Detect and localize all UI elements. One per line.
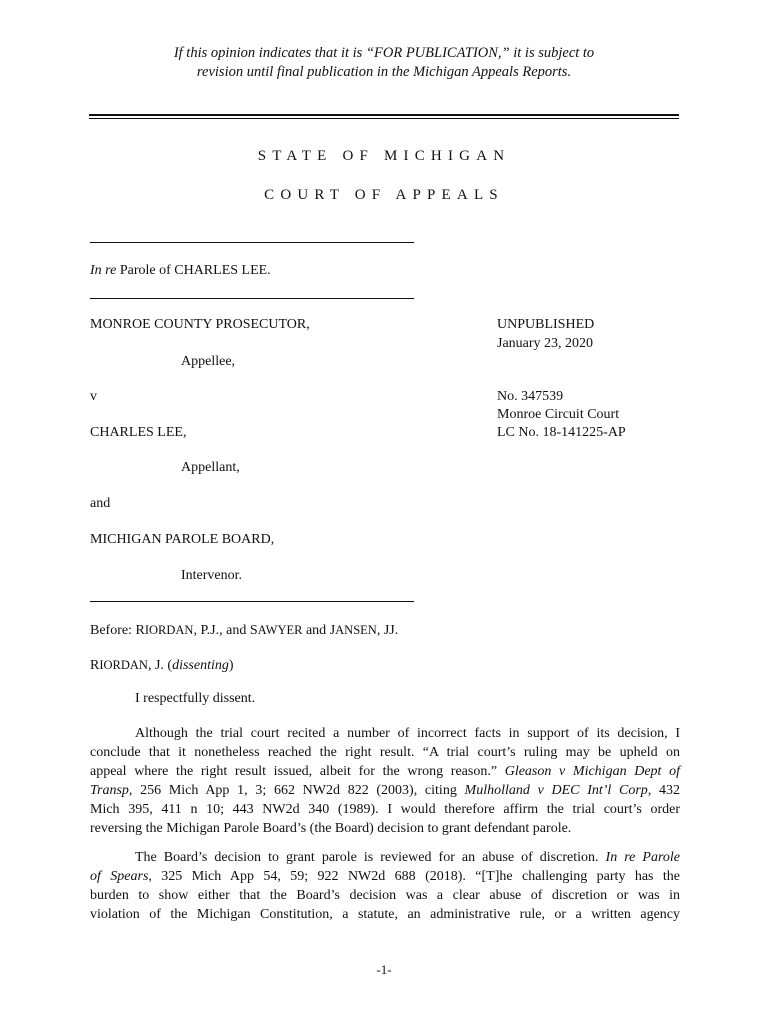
p2-line-1: Although the trial court recited a number of incorrect facts in support of its decision, I — [135, 726, 680, 741]
p2-line-6: reversing the Michigan Parole Board’s (the Board) decision to grant defendant parole. — [90, 821, 572, 836]
paragraph-1: I respectfully dissent. — [135, 691, 256, 706]
p2-line-3 — [90, 762, 680, 781]
judge-3-name: ANSEN — [335, 623, 377, 637]
p2-line-4 — [90, 781, 680, 800]
header-rule-thin — [89, 118, 679, 119]
lower-court-number: LC No. 18-141225-AP — [497, 425, 626, 440]
p3-citation-in-re: In re Parole — [605, 850, 680, 865]
author-name: IORDAN — [99, 658, 148, 672]
p3-line-2 — [90, 867, 680, 886]
judge-2-initial: S — [249, 623, 258, 638]
in-re-rest: Parole of CHARLES LEE. — [116, 263, 271, 278]
judge-2-name: AWYER — [257, 623, 303, 637]
party-intervenor: MICHIGAN PAROLE BOARD, — [90, 532, 275, 547]
judge-1-name: IORDAN — [144, 623, 194, 637]
state-heading: STATE OF MICHIGAN — [257, 148, 511, 164]
party-prosecutor: MONROE COUNTY PROSECUTOR, — [90, 317, 310, 332]
versus-label: v — [90, 389, 97, 404]
p3-line-4: violation of the Michigan Constitution, a statute, an administrative rule, or a written agency — [90, 907, 680, 922]
and-word: and — [302, 623, 330, 638]
p2-citation-mulholland: Mulholland v DEC Int’l Corp — [464, 783, 648, 798]
party-defendant-role: Appellant, — [181, 460, 240, 475]
p2-line-4-text: , 256 Mich App 1, 3; 662 NW2d 822 (2003), citing — [128, 783, 465, 798]
party-intervenor-role: Intervenor. — [181, 568, 243, 583]
caption-rule-top — [90, 242, 414, 243]
in-re-caption — [90, 262, 271, 280]
author-line — [90, 656, 234, 675]
page-number: -1- — [376, 962, 392, 977]
p3-line-3: burden to show either that the Board’s decision was a clear abuse of discretion or was in — [90, 888, 680, 903]
p3-line-1 — [90, 848, 680, 867]
notice-line-2: revision until final publication in the Michigan Appeals Reports. — [196, 64, 572, 80]
publication-notice — [0, 44, 768, 82]
judge-3-suffix: , JJ. — [376, 623, 399, 638]
court-heading: COURT OF APPEALS — [264, 187, 504, 203]
and-label: and — [90, 496, 111, 511]
notice-line-1: If this opinion indicates that it is “FOR PUBLICATION,” it is subject to — [173, 45, 595, 61]
judge-1-suffix: , P.J., and — [193, 623, 250, 638]
decision-date: January 23, 2020 — [497, 336, 594, 351]
p3-line-1-text: The Board’s decision to grant parole is reviewed for an abuse of discretion. — [135, 850, 606, 865]
panel-line — [90, 621, 398, 640]
author-initial: R — [90, 658, 100, 673]
p2-line-3-text: appeal where the right result issued, albeit for the wrong reason.” — [90, 764, 505, 779]
judge-3-initial: J — [329, 623, 336, 638]
author-suffix: , J. ( — [147, 658, 173, 673]
header-rule-thick — [89, 114, 679, 116]
docket-number: No. 347539 — [497, 389, 564, 404]
p2-line-2: conclude that it nonetheless reached the right result. “A trial court’s ruling may be upheld on — [90, 745, 680, 760]
author-dissenting: dissenting — [172, 658, 229, 673]
p2-citation-gleason: Gleason v Michigan Dept of — [504, 764, 680, 779]
lower-court: Monroe Circuit Court — [497, 407, 620, 422]
party-prosecutor-role: Appellee, — [181, 354, 236, 369]
p3-citation-spears: of Spears — [90, 869, 149, 884]
in-re-italic: In re — [90, 263, 117, 278]
before-label: Before: — [90, 623, 136, 638]
p3-line-2-text: , 325 Mich App 54, 59; 922 NW2d 688 (2018). “[T]he challenging party has the — [148, 869, 681, 884]
caption-rule-middle — [90, 298, 414, 299]
publication-status: UNPUBLISHED — [497, 317, 595, 332]
p2-citation-transp: Transp — [90, 783, 129, 798]
caption-rule-bottom — [90, 601, 414, 602]
judge-1-initial: R — [135, 623, 145, 638]
author-close: ) — [228, 658, 234, 673]
p2-line-5: Mich 395, 411 n 10; 443 NW2d 340 (1989). I would therefore affirm the trial court’s order — [90, 802, 680, 817]
p2-line-4-end: , 432 — [647, 783, 681, 798]
party-defendant: CHARLES LEE, — [90, 425, 187, 440]
paragraph-3 — [90, 848, 680, 924]
paragraph-2 — [90, 724, 680, 838]
